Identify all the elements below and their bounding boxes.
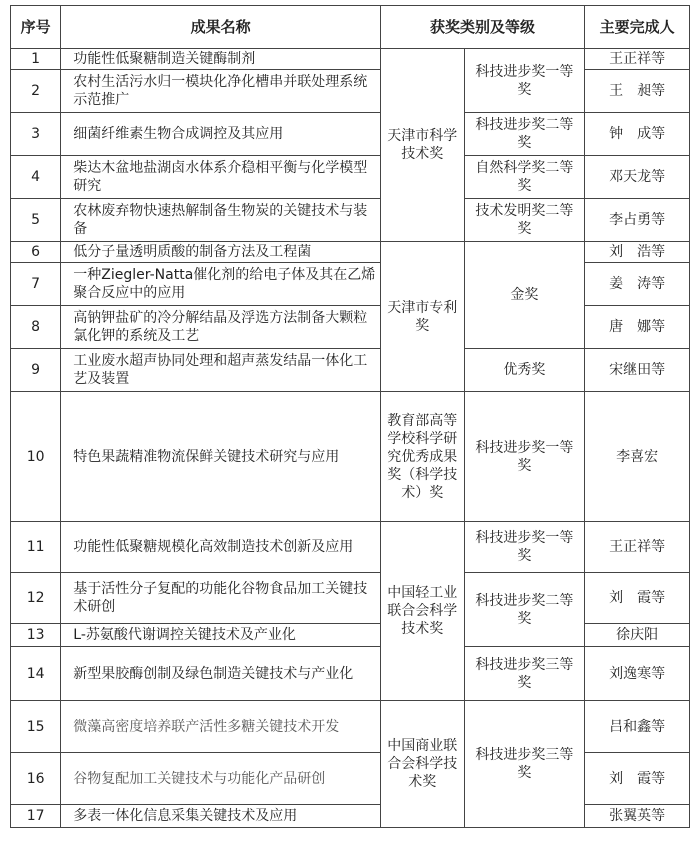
row-no: 2	[11, 70, 61, 113]
award-category: 中国商业联合会科学技术奖	[380, 701, 464, 828]
row-person: 王 昶等	[585, 70, 690, 113]
award-level: 科技进步奖一等奖	[464, 49, 585, 113]
header-row	[11, 6, 690, 49]
table-row	[11, 199, 690, 242]
row-name: 农村生活污水归一模块化净化槽串并联处理系统示范推广	[61, 70, 381, 113]
table-row	[11, 753, 690, 805]
award-level: 科技进步奖二等奖	[464, 113, 585, 156]
awards-table	[10, 5, 690, 828]
award-level: 技术发明奖二等奖	[464, 199, 585, 242]
row-no: 12	[11, 573, 61, 624]
row-no: 17	[11, 805, 61, 828]
row-name: 工业废水超声协同处理和超声蒸发结晶一体化工艺及装置	[61, 349, 381, 392]
table-row	[11, 113, 690, 156]
row-no: 3	[11, 113, 61, 156]
table-row	[11, 573, 690, 624]
award-level: 科技进步奖二等奖	[464, 573, 585, 647]
row-no: 7	[11, 263, 61, 306]
row-name: 一种Ziegler-Natta催化剂的给电子体及其在乙烯聚合反应中的应用	[61, 263, 381, 306]
row-person: 邓天龙等	[585, 156, 690, 199]
table-row	[11, 242, 690, 263]
row-name: 功能性低聚糖制造关键酶制剂	[61, 49, 381, 70]
row-person: 唐 娜等	[585, 306, 690, 349]
row-no: 8	[11, 306, 61, 349]
award-category: 教育部高等学校科学研究优秀成果奖（科学技术）奖	[380, 392, 464, 522]
table-row	[11, 522, 690, 573]
table-row	[11, 701, 690, 753]
row-no: 6	[11, 242, 61, 263]
award-category: 中国轻工业联合会科学技术奖	[380, 522, 464, 701]
row-person: 钟 成等	[585, 113, 690, 156]
row-name: 细菌纤维素生物合成调控及其应用	[61, 113, 381, 156]
row-no: 11	[11, 522, 61, 573]
award-level: 优秀奖	[464, 349, 585, 392]
table-row	[11, 263, 690, 306]
row-name: 功能性低聚糖规模化高效制造技术创新及应用	[61, 522, 381, 573]
row-person: 刘 霞等	[585, 753, 690, 805]
award-level: 科技进步奖一等奖	[464, 522, 585, 573]
row-no: 10	[11, 392, 61, 522]
row-name: 谷物复配加工关键技术与功能化产品研创	[61, 753, 381, 805]
row-no: 14	[11, 647, 61, 701]
awards-table-container	[10, 5, 690, 828]
row-name: L-苏氨酸代谢调控关键技术及产业化	[61, 624, 381, 647]
row-person: 徐庆阳	[585, 624, 690, 647]
row-no: 1	[11, 49, 61, 70]
row-name: 多表一体化信息采集关键技术及应用	[61, 805, 381, 828]
header-award: 获奖类别及等级	[380, 6, 584, 49]
header-name: 成果名称	[61, 6, 381, 49]
table-row	[11, 624, 690, 647]
row-no: 9	[11, 349, 61, 392]
row-person: 王正祥等	[585, 522, 690, 573]
row-name: 微藻高密度培养联产活性多糖关键技术开发	[61, 701, 381, 753]
table-row	[11, 647, 690, 701]
award-level: 自然科学奖二等奖	[464, 156, 585, 199]
row-name: 农林废弃物快速热解制备生物炭的关键技术与装备	[61, 199, 381, 242]
row-name: 高钠钾盐矿的冷分解结晶及浮选方法制备大颗粒氯化钾的系统及工艺	[61, 306, 381, 349]
table-row	[11, 156, 690, 199]
row-name: 柴达木盆地盐湖卤水体系介稳相平衡与化学模型研究	[61, 156, 381, 199]
header-no: 序号	[11, 6, 61, 49]
award-level: 科技进步奖一等奖	[464, 392, 585, 522]
row-name: 特色果蔬精准物流保鲜关键技术研究与应用	[61, 392, 381, 522]
award-level: 金奖	[464, 242, 585, 349]
table-row	[11, 306, 690, 349]
table-row	[11, 349, 690, 392]
row-no: 15	[11, 701, 61, 753]
row-person: 刘 霞等	[585, 573, 690, 624]
table-row	[11, 70, 690, 113]
award-level: 科技进步奖三等奖	[464, 701, 585, 828]
row-person: 宋继田等	[585, 349, 690, 392]
row-name: 基于活性分子复配的功能化谷物食品加工关键技术研创	[61, 573, 381, 624]
row-name: 新型果胶酶创制及绿色制造关键技术与产业化	[61, 647, 381, 701]
row-no: 13	[11, 624, 61, 647]
row-person: 王正祥等	[585, 49, 690, 70]
row-person: 李占勇等	[585, 199, 690, 242]
row-person: 刘逸寒等	[585, 647, 690, 701]
row-no: 5	[11, 199, 61, 242]
row-name: 低分子量透明质酸的制备方法及工程菌	[61, 242, 381, 263]
table-row	[11, 392, 690, 522]
row-person: 李喜宏	[585, 392, 690, 522]
row-no: 16	[11, 753, 61, 805]
award-level: 科技进步奖三等奖	[464, 647, 585, 701]
award-category: 天津市专利奖	[380, 242, 464, 392]
row-no: 4	[11, 156, 61, 199]
row-person: 姜 涛等	[585, 263, 690, 306]
table-row	[11, 805, 690, 828]
row-person: 张翼英等	[585, 805, 690, 828]
row-person: 吕和鑫等	[585, 701, 690, 753]
table-row	[11, 49, 690, 70]
award-category: 天津市科学技术奖	[380, 49, 464, 242]
header-person: 主要完成人	[585, 6, 690, 49]
row-person: 刘 浩等	[585, 242, 690, 263]
